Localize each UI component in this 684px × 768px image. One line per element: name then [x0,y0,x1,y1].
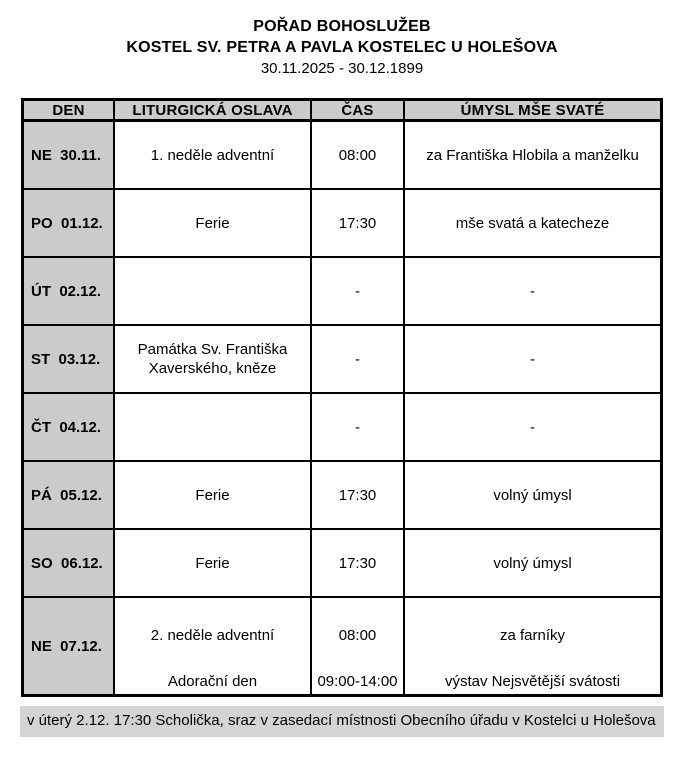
column-header-2: LITURGICKÁ OSLAVA [115,101,312,119]
table-row [24,462,660,530]
page-title: POŘAD BOHOSLUŽEB [253,18,431,35]
time-cell [312,394,405,460]
celebration-cell [115,394,312,460]
time-cell [312,326,405,392]
cell-text: mše svatá a katecheze [455,214,610,232]
cell-subtext: Adorační den [167,673,258,690]
cell-text: - [530,418,535,436]
intention-cell [405,122,660,188]
cell-text: Ferie [195,214,230,232]
cell-text: - [530,282,535,300]
cell-text: za farníky [499,627,566,644]
column-header-1: DEN [24,101,115,119]
table-row [24,394,660,462]
day-cell: ÚT 02.12. [24,258,115,324]
celebration-cell [115,598,312,694]
cell-text: 17:30 [338,214,377,232]
cell-text: - [355,350,360,368]
table-row [24,326,660,394]
time-cell [312,122,405,188]
intention-cell [405,598,660,694]
title-block [0,0,684,79]
cell-text: - [355,282,360,300]
time-cell [312,530,405,596]
table-row [24,258,660,326]
table-row [24,530,660,598]
celebration-cell [115,462,312,528]
cell-text [115,258,310,324]
footer-note: v úterý 2.12. 17:30 Scholička, sraz v zasedací místnosti Obecního úřadu v Kostelci u Holešova [20,706,664,737]
table-row [24,122,660,190]
cell-subtext: 09:00-14:00 [317,673,398,690]
celebration-cell [115,122,312,188]
date-range: 30.11.2025 - 30.12.1899 [260,60,424,77]
cell-text [115,394,310,460]
day-cell: PO 01.12. [24,190,115,256]
table-row [24,190,660,258]
cell-text: za Františka Hlobila a manželku [426,146,639,164]
time-cell [312,190,405,256]
time-cell [312,258,405,324]
intention-cell [405,394,660,460]
intention-cell [405,326,660,392]
schedule-table [21,98,663,697]
cell-text: Ferie [195,486,230,504]
church-name: KOSTEL SV. PETRA A PAVLA KOSTELEC U HOLEŠOVA [126,39,558,56]
cell-text: Ferie [195,554,230,572]
column-header-3: ČAS [312,101,405,119]
table-header-row [24,101,660,122]
time-cell [312,598,405,694]
table-row [24,598,660,694]
cell-text: 2. neděle adventní [150,627,275,644]
cell-text: 08:00 [338,627,377,644]
cell-text: - [530,350,535,368]
celebration-cell [115,530,312,596]
cell-text: 08:00 [338,146,377,164]
cell-text: volný úmysl [493,486,572,504]
day-cell: SO 06.12. [24,530,115,596]
celebration-cell [115,326,312,392]
column-header-4: ÚMYSL MŠE SVATÉ [460,101,605,119]
day-cell: ČT 04.12. [24,394,115,460]
cell-text: 17:30 [338,486,377,504]
day-cell: NE 30.11. [24,122,115,188]
cell-text: volný úmysl [493,554,572,572]
cell-text: - [355,418,360,436]
intention-cell [405,462,660,528]
cell-text: 17:30 [338,554,377,572]
intention-cell [405,258,660,324]
day-cell: ST 03.12. [24,326,115,392]
cell-text: 1. neděle adventní [150,146,275,164]
day-cell: NE 07.12. [24,598,115,694]
celebration-cell [115,190,312,256]
day-cell: PÁ 05.12. [24,462,115,528]
celebration-cell [115,258,312,324]
cell-subtext: výstav Nejsvětější svátosti [444,673,621,690]
intention-cell [405,530,660,596]
time-cell [312,462,405,528]
table-body [24,122,660,694]
cell-text: Památka Sv. Františka Xaverského, kněze [137,341,288,377]
intention-cell [405,190,660,256]
